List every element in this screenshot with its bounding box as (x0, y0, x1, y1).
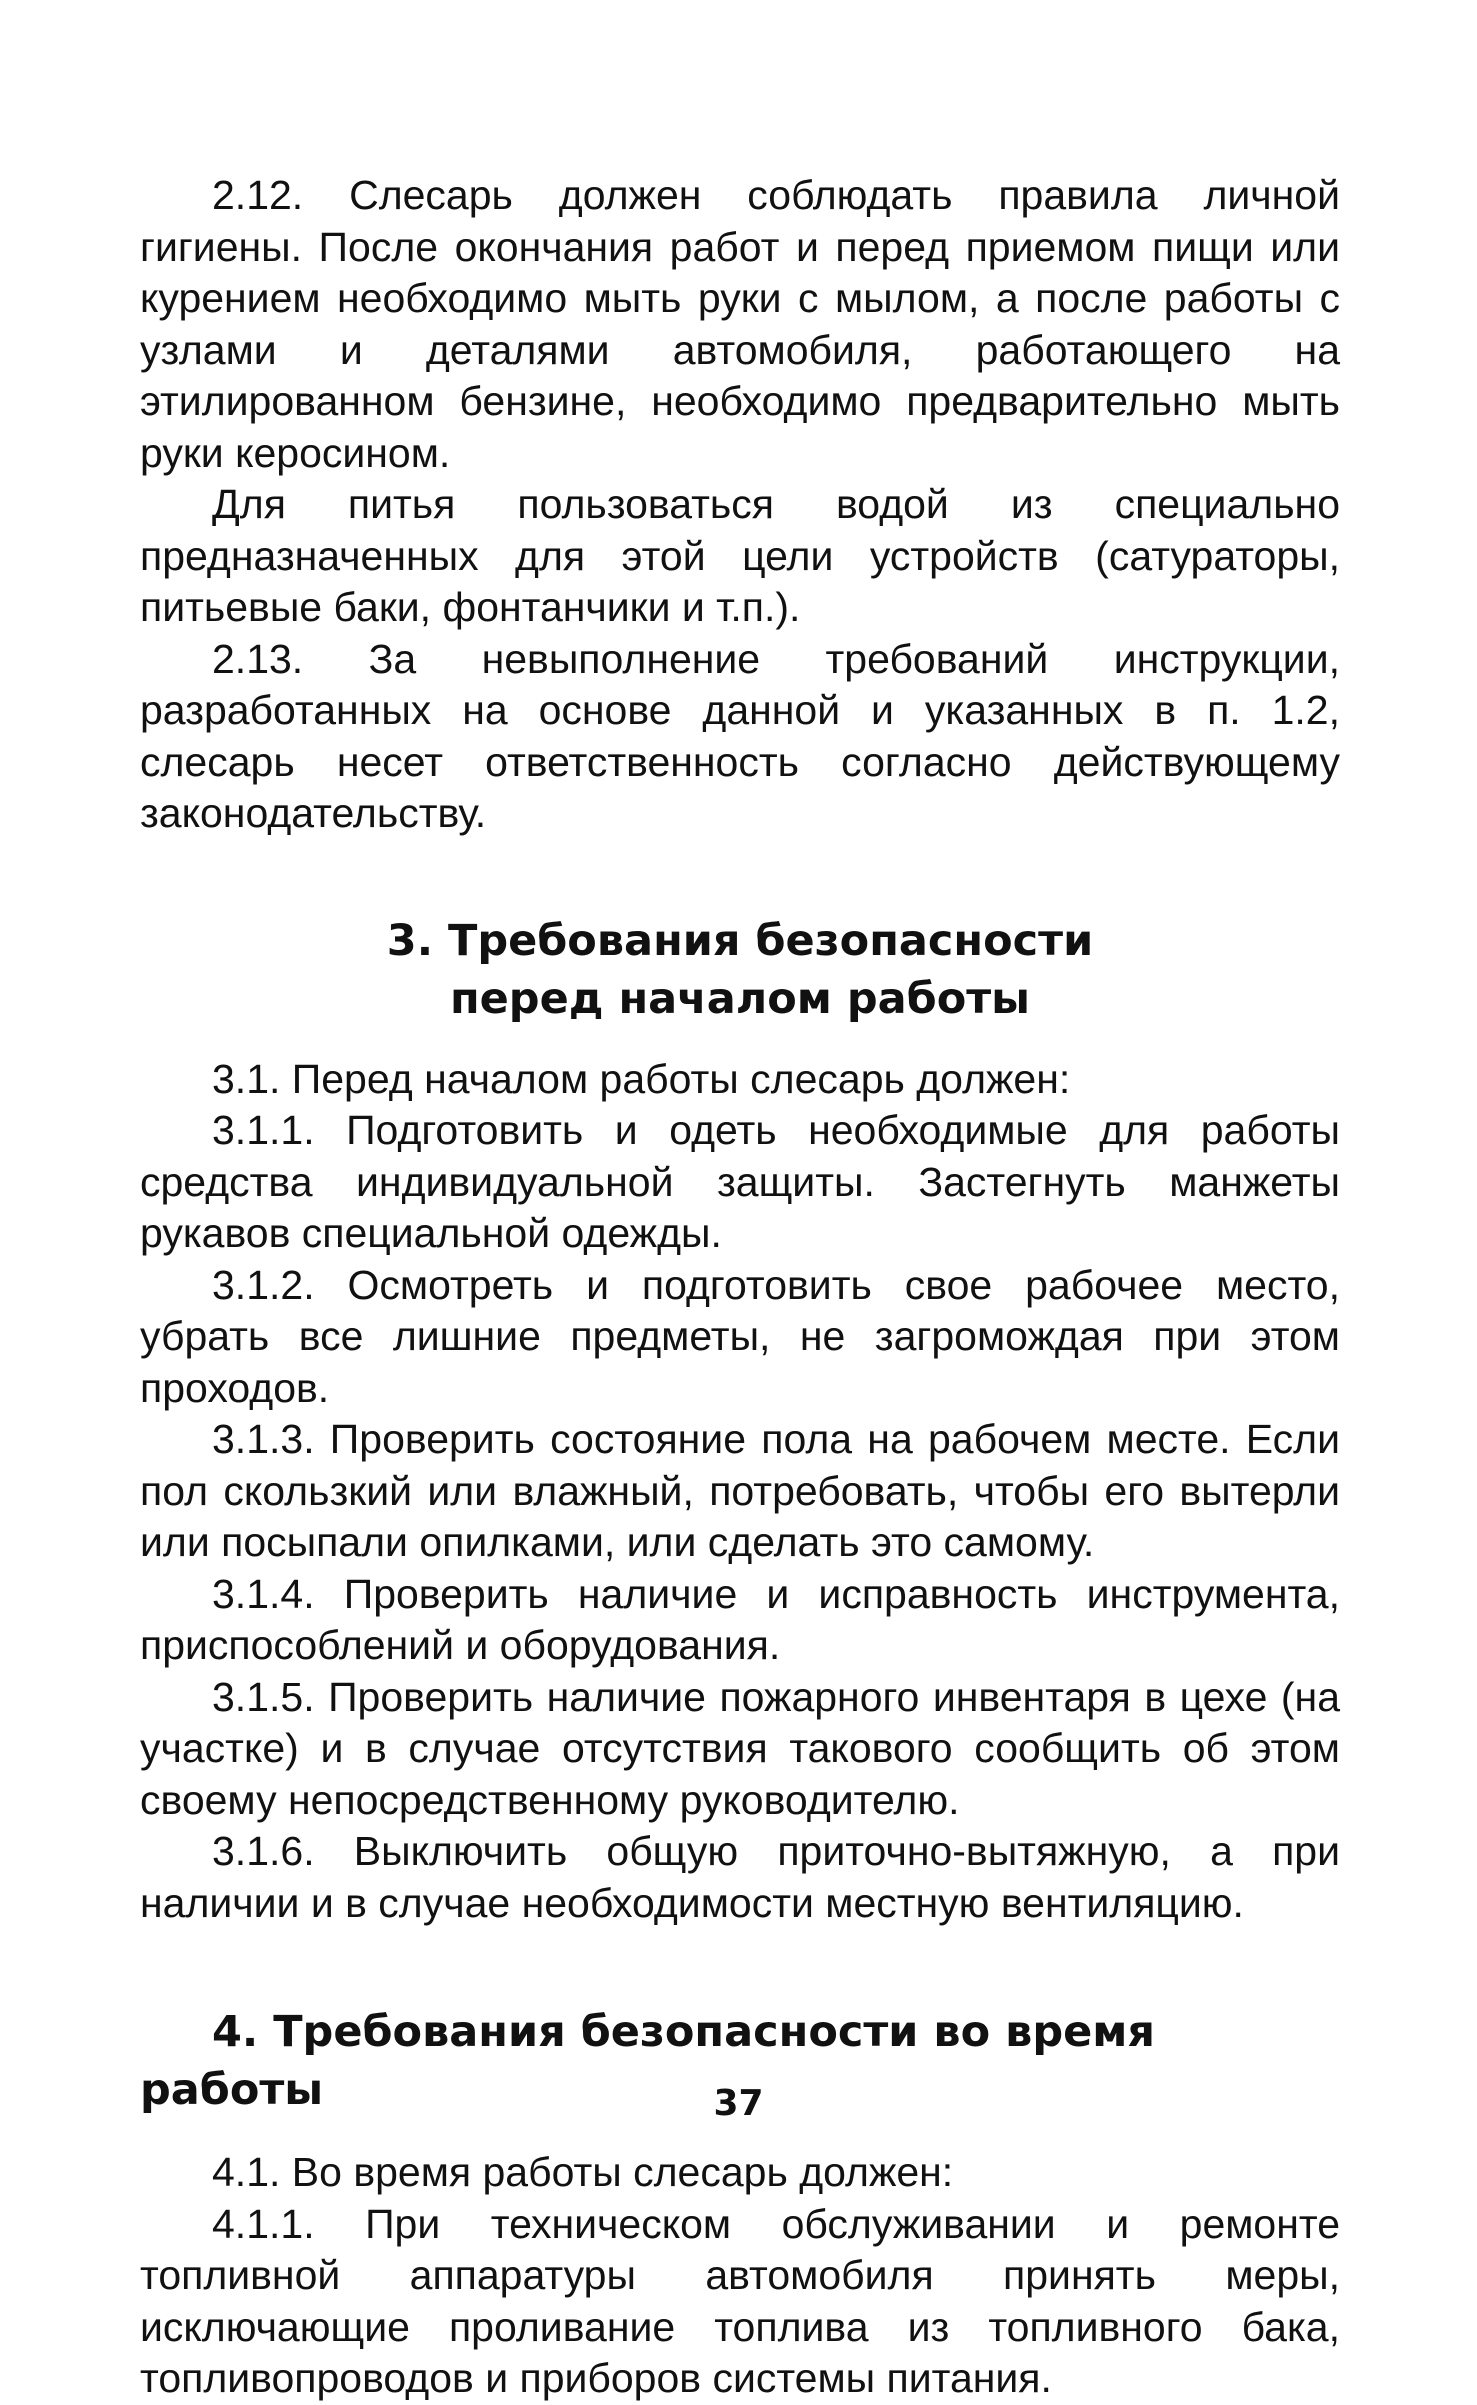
page-body (140, 170, 1340, 2405)
paragraph-3-1-6: 3.1.6. Выключить общую приточно-вытяжную, а при наличии и в случае необходимости местную вентиляцию. (140, 1828, 1340, 1926)
section-4-heading: 4. Требования безопасности во время работы (140, 2007, 1156, 2115)
paragraph-3-1-5: 3.1.5. Проверить наличие пожарного инвентаря в цехе (на участке) и в случае отсутствия такового сообщить об этом своему непосредственному руководителю. (140, 1673, 1340, 1823)
paragraph-3-1-2: 3.1.2. Осмотреть и подготовить свое рабочее место, убрать все лишние предметы, не загромождая при этом проходов. (140, 1261, 1340, 1411)
section-3-heading-line2: перед началом работы (449, 973, 1031, 1024)
paragraph-3-1: 3.1. Перед началом работы слесарь должен: (212, 1055, 1071, 1102)
section-3-heading-line1: 3. Требования безопасности (386, 915, 1094, 966)
paragraph-2-13: 2.13. За невыполнение требований инструкции, разработанных на основе данной и указанных в п. 1.2, слесарь несет ответственность согласно действующему законодательству. (140, 635, 1340, 836)
page-number: 37 (713, 2083, 764, 2124)
section-3-heading (140, 912, 1340, 1028)
paragraph-2-12: 2.12. Слесарь должен соблюдать правила личной гигиены. После окончания работ и перед приемом пищи или курением необходимо мыть руки с мылом, а после работы с узлами и деталями автомобиля, работающего на этилированном бензине, необходимо предварительно мыть руки керосином. (140, 172, 1340, 476)
paragraph-drinking-water: Для питья пользоваться водой из специально предназначенных для этой цели устройств (сатураторы, питьевые баки, фонтанчики и т.п.). (140, 481, 1340, 630)
paragraph-4-1-1: 4.1.1. При техническом обслуживании и ремонте топливной аппаратуры автомобиля принять меры, исключающие проливание топлива из топливного бака, топливопроводов и приборов системы питания. (140, 2200, 1340, 2401)
paragraph-3-1-4: 3.1.4. Проверить наличие и исправность инструмента, приспособлений и оборудования. (140, 1570, 1340, 1668)
paragraph-3-1-3: 3.1.3. Проверить состояние пола на рабочем месте. Если пол скользкий или влажный, потребовать, чтобы его вытерли или посыпали опилками, или сделать это самому. (140, 1416, 1340, 1565)
paragraph-3-1-1: 3.1.1. Подготовить и одеть необходимые для работы средства индивидуальной защиты. Застегнуть манжеты рукавов специальной одежды. (140, 1107, 1340, 1256)
paragraph-4-1: 4.1. Во время работы слесарь должен: (212, 2149, 954, 2195)
